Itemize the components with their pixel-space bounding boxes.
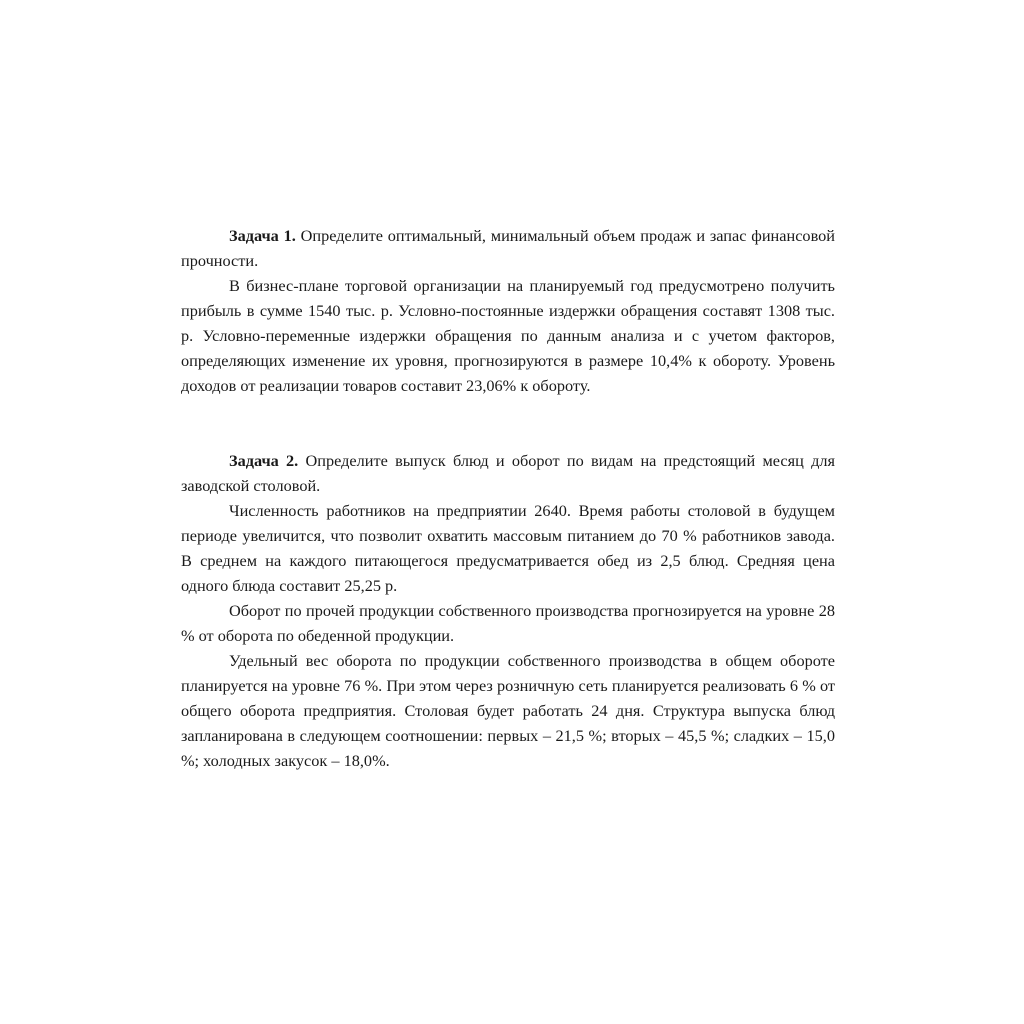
task-1-label: Задача 1. xyxy=(229,226,296,245)
task-1-heading-text: Определите оптимальный, минимальный объем продаж и запас финансовой прочности. xyxy=(181,226,835,270)
task-1 xyxy=(181,223,835,398)
task-2-label: Задача 2. xyxy=(229,451,299,470)
task-1-paragraph-1: В бизнес-плане торговой организации на планируемый год предусмотрено получить прибыль в сумме 1540 тыс. р. Условно-постоянные издержки обращения составят 1308 тыс. р. Условно-переменные издержки обращения по данным анализа и с учетом факторов, определяющих изменение их уровня, прогнозируются в размере 10,4% к обороту. Уровень доходов от реализации товаров составит 23,06% к обороту. xyxy=(181,276,835,395)
task-2-paragraph-1: Численность работников на предприятии 2640. Время работы столовой в будущем периоде увеличится, что позволит охватить массовым питанием до 70 % работников завода. В среднем на каждого питающегося предусматривается обед из 2,5 блюд. Средняя цена одного блюда составит 25,25 р. xyxy=(181,501,835,595)
task-2 xyxy=(181,448,835,773)
task-2-heading-text: Определите выпуск блюд и оборот по видам на предстоящий месяц для заводской столовой. xyxy=(181,451,835,495)
document-page xyxy=(181,223,835,773)
task-2-heading xyxy=(181,448,835,498)
task-2-paragraph-3: Удельный вес оборота по продукции собственного производства в общем обороте планируется на уровне 76 %. При этом через розничную сеть планируется реализовать 6 % от общего оборота предприятия. Столовая будет работать 24 дня. Структура выпуска блюд запланирована в следующем соотношении: первых – 21,5 %; вторых – 45,5 %; сладких – 15,0 %; холодных закусок – 18,0%. xyxy=(181,651,835,770)
task-1-heading xyxy=(181,223,835,273)
task-2-paragraph-2: Оборот по прочей продукции собственного производства прогнозируется на уровне 28 % от оборота по обеденной продукции. xyxy=(181,601,835,645)
